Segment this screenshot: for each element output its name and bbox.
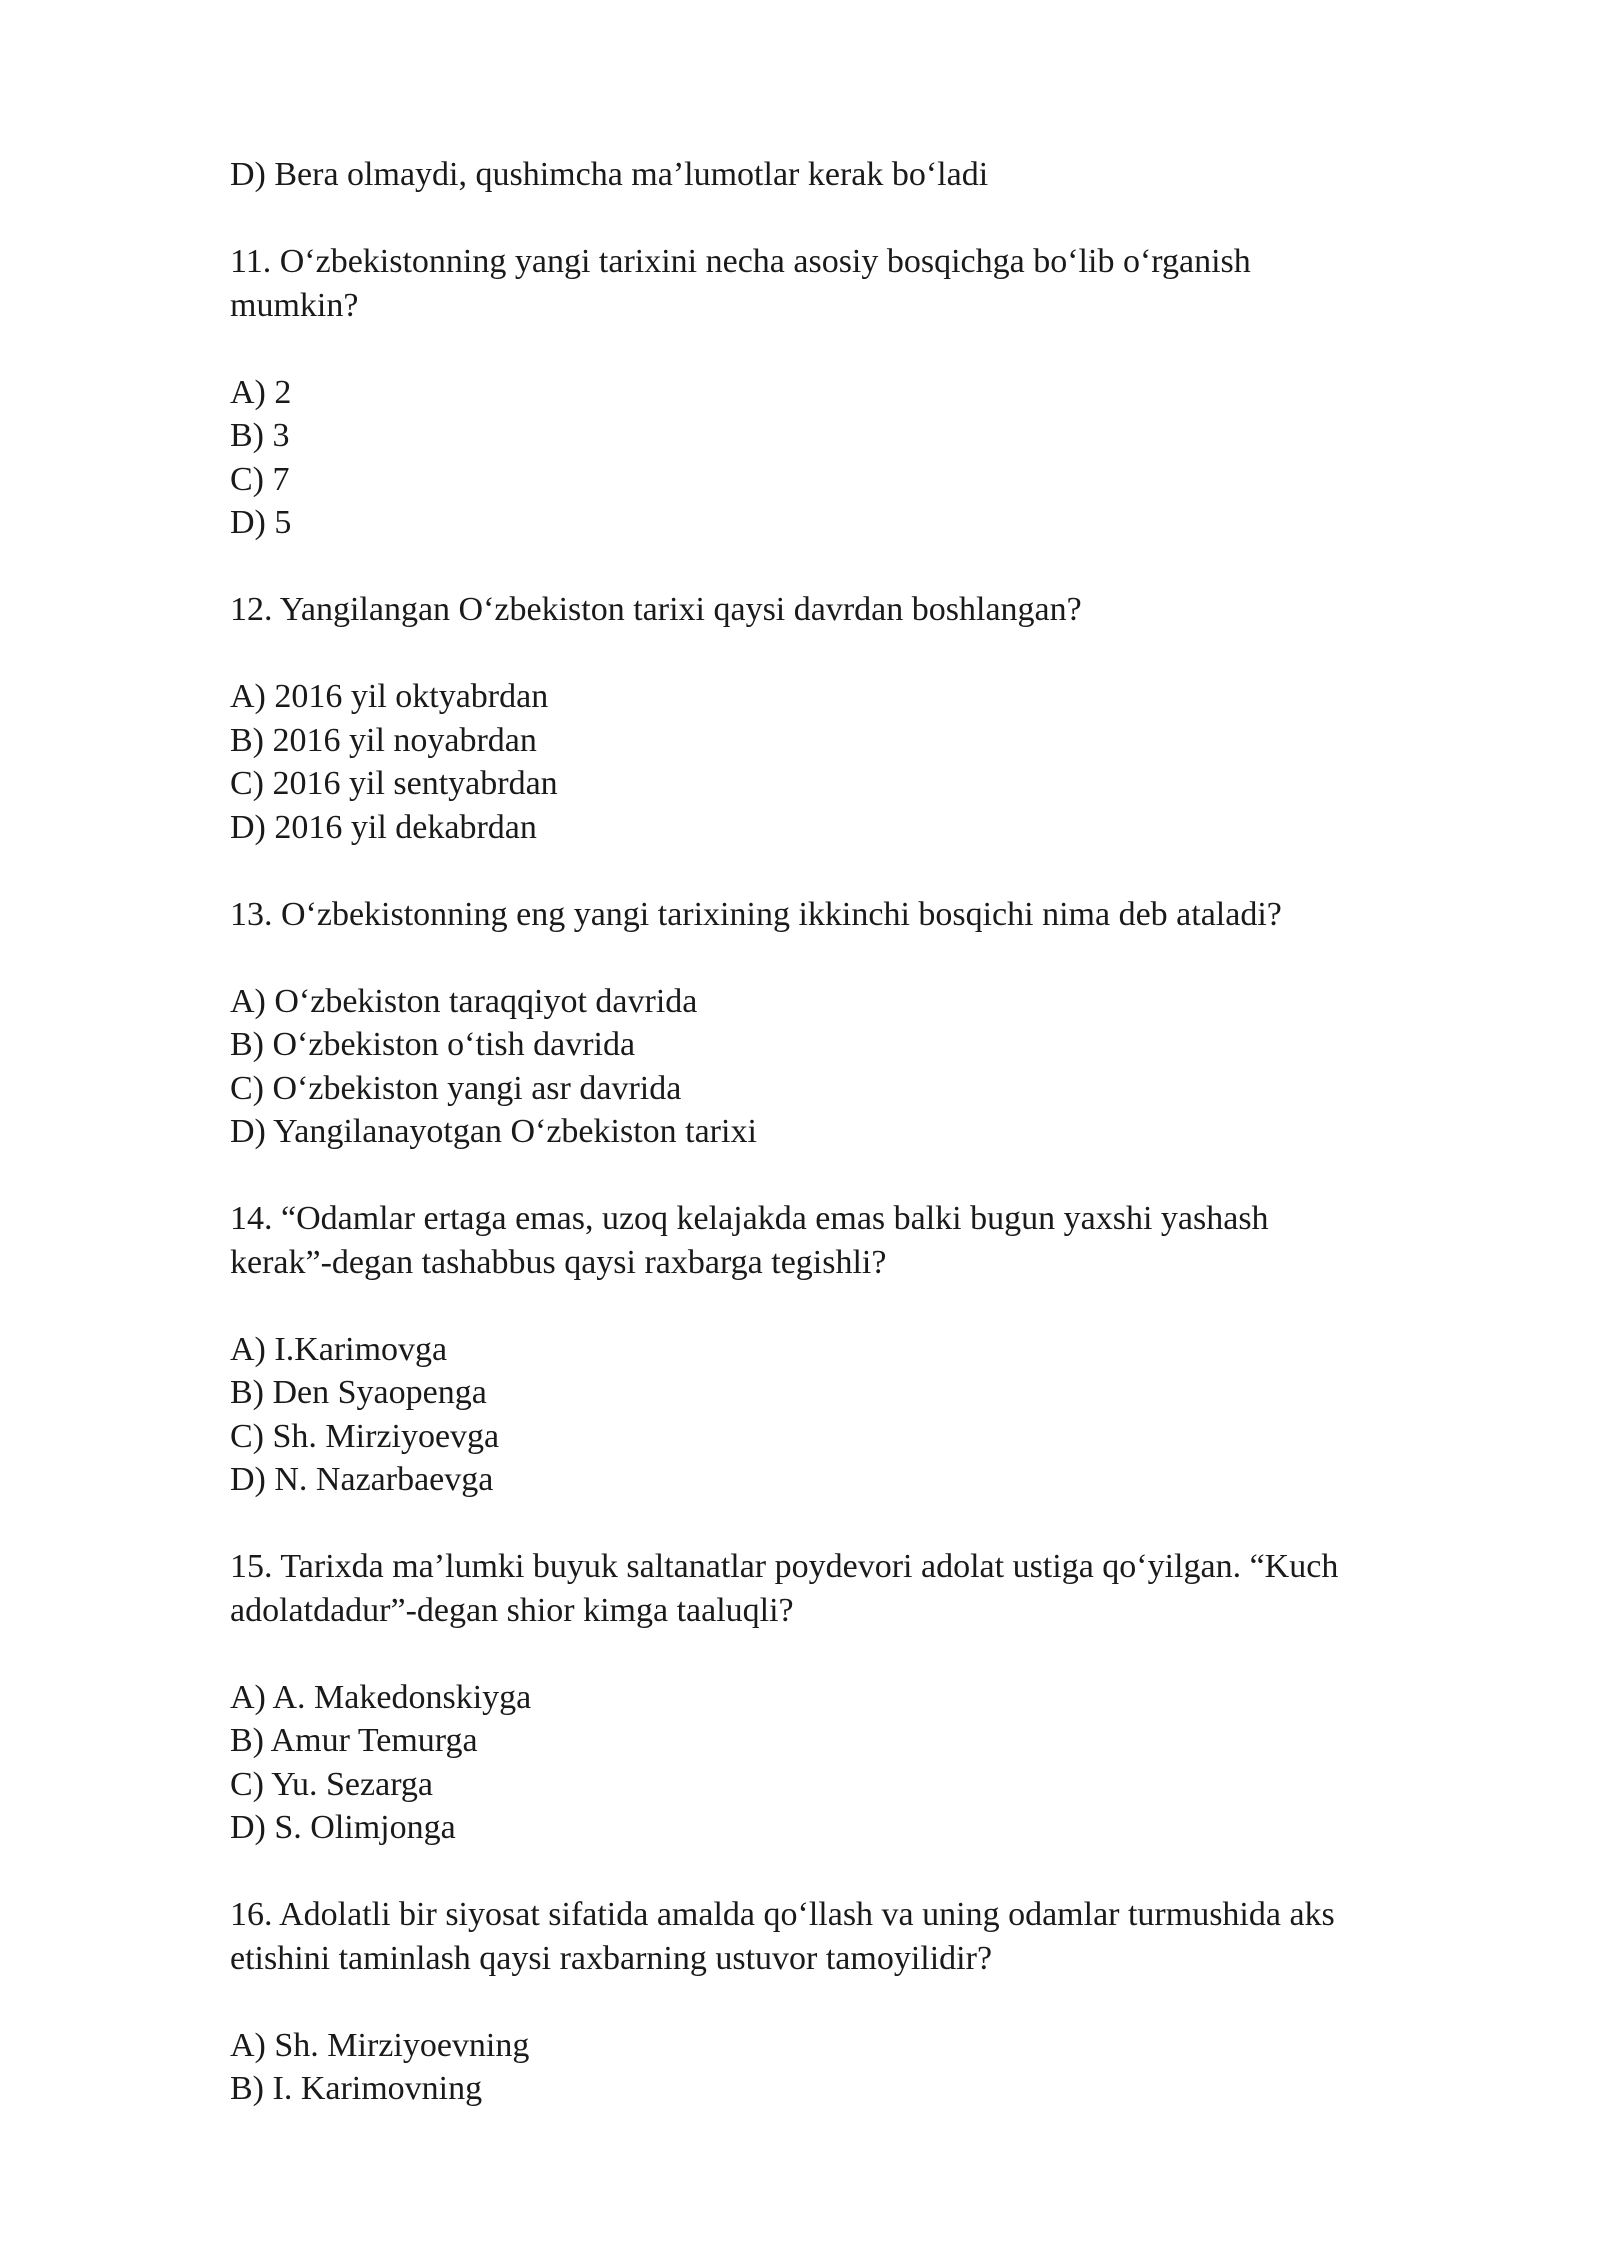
- answer-option: B) Amur Temurga: [230, 1722, 478, 1759]
- answer-option: C) 7: [230, 460, 290, 498]
- answer-option: C) Sh. Mirziyoevga: [230, 1417, 500, 1455]
- answer-option: A) O‘zbekiston taraqqiyot davrida: [230, 982, 698, 1020]
- answer-option: D) Yangilanayotgan O‘zbekiston tarixi: [230, 1113, 757, 1150]
- answer-option: A) I.Karimovga: [230, 1330, 448, 1368]
- question-block: [230, 1197, 1480, 1502]
- question-block: [230, 1893, 1480, 2111]
- answer-option: A) 2: [230, 373, 292, 411]
- spacer: [230, 1980, 1480, 2024]
- question-block: [230, 893, 1480, 1154]
- answer-option: D) Bera olmaydi, qushimcha ma’lumotlar kerak bo‘ladi: [230, 156, 989, 193]
- answer-option: C) 2016 yil sentyabrdan: [230, 765, 558, 802]
- spacer: [230, 1154, 1480, 1198]
- question-text: kerak”-degan tashabbus qaysi raxbarga tegishli?: [230, 1243, 887, 1281]
- spacer: [230, 1284, 1480, 1328]
- answer-option: B) I. Karimovning: [230, 2070, 483, 2107]
- spacer: [230, 936, 1480, 980]
- answer-option: C) Yu. Sezarga: [230, 1765, 434, 1803]
- spacer: [230, 1632, 1480, 1676]
- answer-option: B) 3: [230, 417, 290, 454]
- answer-option: A) A. Makedonskiyga: [230, 1678, 532, 1716]
- answer-option: B) 2016 yil noyabrdan: [230, 721, 537, 759]
- question-text: 16. Adolatli bir siyosat sifatida amalda qo‘llash va uning odamlar turmushida aks: [230, 1896, 1335, 1933]
- spacer: [230, 632, 1480, 676]
- question-text: adolatdadur”-degan shior kimga taaluqli?: [230, 1591, 794, 1629]
- answer-option: C) O‘zbekiston yangi asr davrida: [230, 1069, 682, 1107]
- question-block: [230, 1545, 1480, 1850]
- spacer: [230, 849, 1480, 893]
- answer-option: B) O‘zbekiston o‘tish davrida: [230, 1026, 636, 1063]
- spacer: [230, 545, 1480, 589]
- question-text: 13. O‘zbekistonning eng yangi tarixining ikkinchi bosqichi nima deb ataladi?: [230, 895, 1282, 933]
- spacer: [230, 327, 1480, 371]
- question-text: 15. Tarixda ma’lumki buyuk saltanatlar poydevori adolat ustiga qo‘yilgan. “Kuch: [230, 1548, 1339, 1585]
- question-text: 12. Yangilangan O‘zbekiston tarixi qaysi davrdan boshlangan?: [230, 591, 1082, 628]
- question-text: mumkin?: [230, 286, 359, 324]
- answer-option: A) 2016 yil oktyabrdan: [230, 678, 549, 715]
- spacer: [230, 1850, 1480, 1894]
- answer-option: D) 5: [230, 504, 292, 541]
- spacer: [230, 1502, 1480, 1546]
- question-text: 11. O‘zbekistonning yangi tarixini necha asosiy bosqichga bo‘lib o‘rganish: [230, 243, 1251, 280]
- answer-option: A) Sh. Mirziyoevning: [230, 2026, 530, 2064]
- question-block: [230, 588, 1480, 849]
- question-text: etishini taminlash qaysi raxbarning ustuvor tamoyilidir?: [230, 1939, 993, 1977]
- question-block: [230, 240, 1480, 545]
- document-body: [230, 153, 1480, 2111]
- answer-option: D) 2016 yil dekabrdan: [230, 808, 537, 846]
- spacer: [230, 197, 1480, 241]
- answer-option: D) N. Nazarbaevga: [230, 1461, 494, 1498]
- question-text: 14. “Odamlar ertaga emas, uzoq kelajakda emas balki bugun yaxshi yashash: [230, 1200, 1269, 1237]
- answer-option: D) S. Olimjonga: [230, 1809, 456, 1846]
- answer-option: B) Den Syaopenga: [230, 1374, 487, 1411]
